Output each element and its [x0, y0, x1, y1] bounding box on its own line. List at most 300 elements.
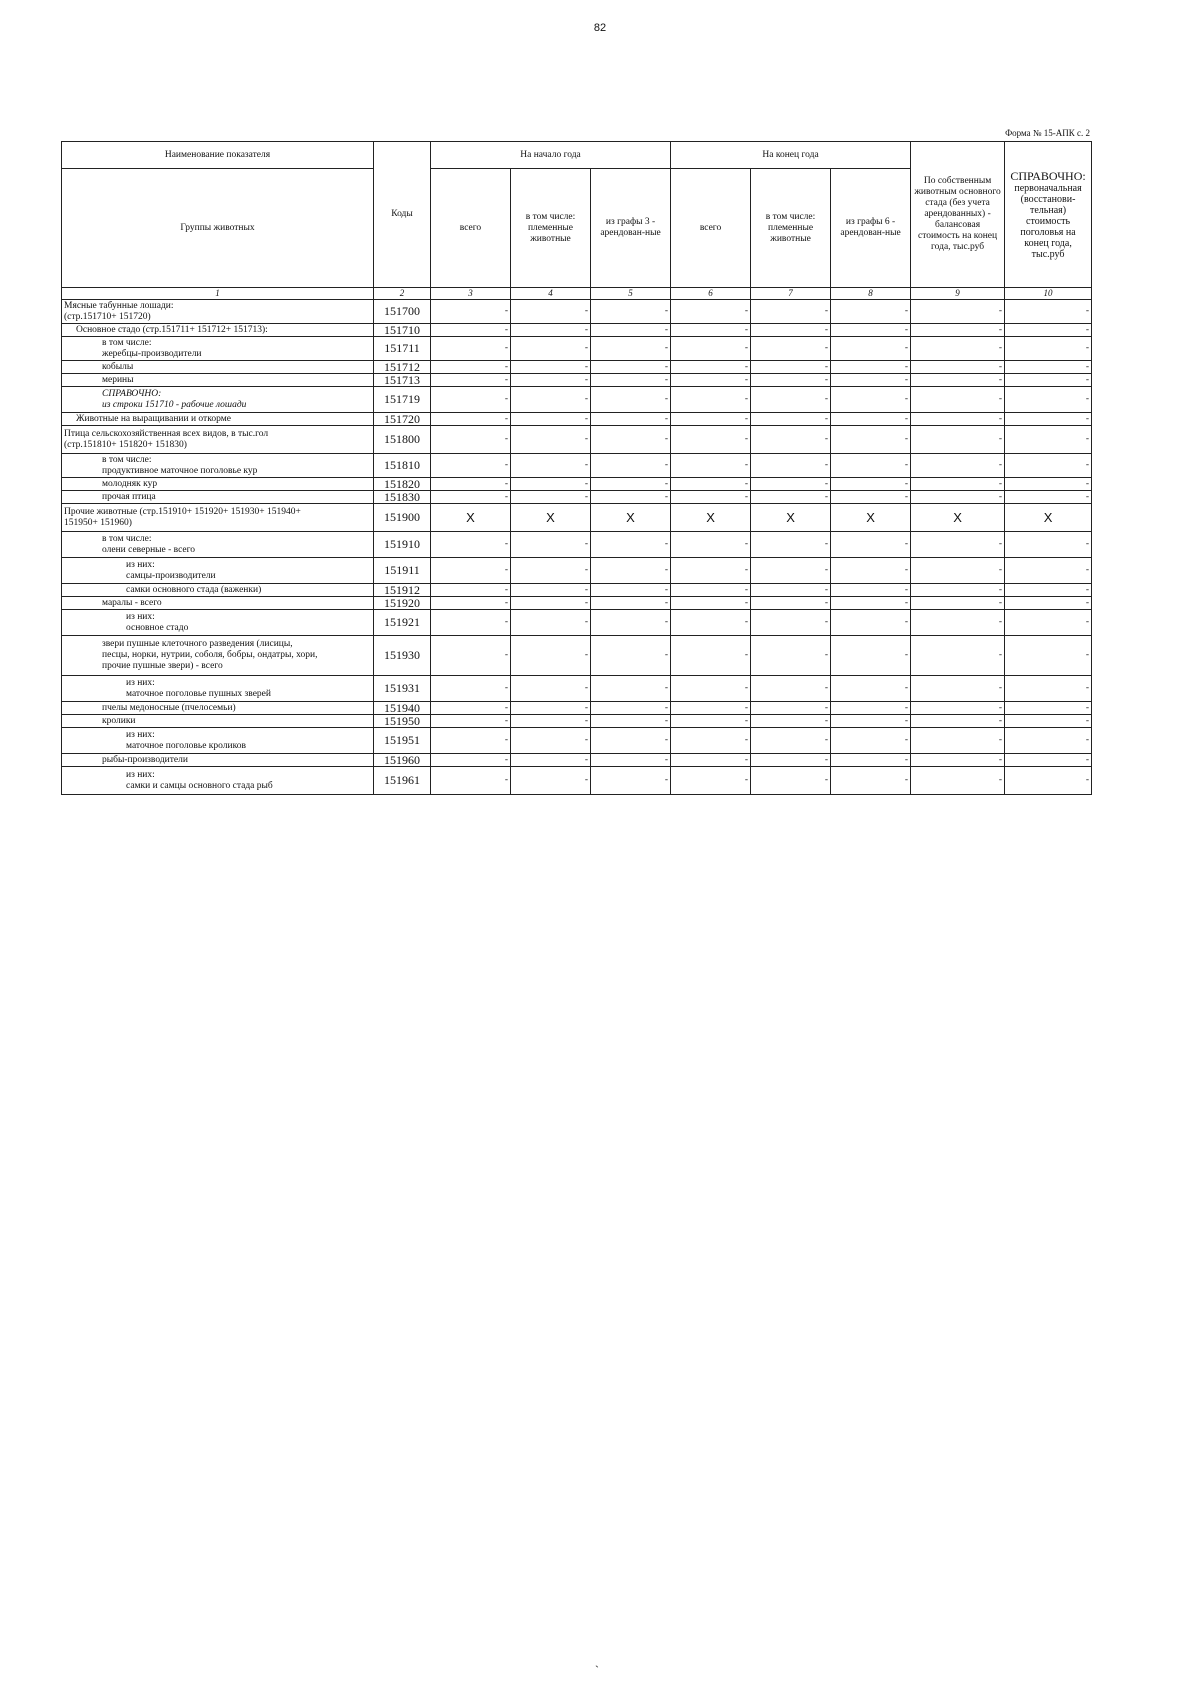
table-row: [62, 597, 1092, 610]
row-name-line: СПРАВОЧНО:: [102, 388, 162, 399]
row-code: 151720: [374, 413, 431, 426]
dash-cell: -: [431, 454, 511, 478]
row-code: 151912: [374, 584, 431, 597]
dash-cell: -: [671, 387, 751, 413]
col-number: 4: [511, 288, 591, 300]
dash-cell: -: [831, 491, 911, 504]
dash-cell: -: [671, 374, 751, 387]
row-name: [62, 426, 374, 454]
dash-cell: -: [591, 324, 671, 337]
dash-cell: -: [831, 300, 911, 324]
table-row: [62, 504, 1092, 532]
row-name: [62, 324, 374, 337]
dash-cell: -: [431, 478, 511, 491]
dash-cell: -: [671, 324, 751, 337]
dash-cell: -: [591, 584, 671, 597]
dash-cell: -: [671, 413, 751, 426]
row-name: [62, 558, 374, 584]
dash-cell: -: [591, 532, 671, 558]
dash-cell: -: [511, 715, 591, 728]
dash-cell: -: [671, 702, 751, 715]
dash-cell: -: [751, 754, 831, 767]
dash-cell: -: [911, 324, 1005, 337]
col-number: 10: [1005, 288, 1092, 300]
dash-cell: -: [671, 491, 751, 504]
dash-cell: -: [671, 584, 751, 597]
dash-cell: -: [831, 413, 911, 426]
col-number: 3: [431, 288, 511, 300]
dash-cell: -: [911, 454, 1005, 478]
form-label: Форма № 15-АПК с. 2: [1005, 128, 1090, 138]
dash-cell: -: [1005, 454, 1092, 478]
dash-cell: -: [511, 558, 591, 584]
dash-cell: -: [831, 387, 911, 413]
dash-cell: -: [911, 413, 1005, 426]
table-row: [62, 558, 1092, 584]
dash-cell: -: [911, 610, 1005, 636]
row-name-line: (стр.151710+ 151720): [64, 311, 151, 322]
dash-cell: -: [1005, 702, 1092, 715]
dash-cell: -: [1005, 636, 1092, 676]
dash-cell: -: [751, 676, 831, 702]
row-name-line: из строки 151710 - рабочие лошади: [102, 399, 247, 410]
dash-cell: -: [431, 300, 511, 324]
header-reference-title: СПРАВОЧНО:: [1010, 169, 1086, 183]
row-code: 151960: [374, 754, 431, 767]
table-row: [62, 715, 1092, 728]
dash-cell: -: [1005, 413, 1092, 426]
dash-cell: -: [911, 337, 1005, 361]
dash-cell: -: [911, 676, 1005, 702]
row-name-line: из них:: [126, 769, 155, 780]
row-name-line: самки и самцы основного стада рыб: [126, 780, 273, 791]
dash-cell: -: [831, 754, 911, 767]
row-name: [62, 504, 374, 532]
table-row: [62, 387, 1092, 413]
row-name: [62, 337, 374, 361]
row-code: 151961: [374, 767, 431, 795]
dash-cell: -: [831, 728, 911, 754]
dash-cell: -: [831, 426, 911, 454]
dash-cell: -: [511, 374, 591, 387]
row-name: [62, 715, 374, 728]
dash-cell: -: [751, 715, 831, 728]
x-mark-cell: X: [591, 504, 671, 532]
header-start-breeding: в том числе: племенные животные: [511, 169, 591, 288]
dash-cell: -: [911, 374, 1005, 387]
dash-cell: -: [511, 754, 591, 767]
header-codes: Коды: [374, 142, 431, 288]
table-row: [62, 324, 1092, 337]
dash-cell: -: [511, 454, 591, 478]
x-mark-cell: X: [671, 504, 751, 532]
col-number: 6: [671, 288, 751, 300]
dash-cell: -: [431, 767, 511, 795]
dash-cell: -: [1005, 754, 1092, 767]
row-code: 151911: [374, 558, 431, 584]
dash-cell: -: [591, 754, 671, 767]
row-name-line: самки основного стада (важенки): [126, 584, 262, 595]
row-name-line: олени северные - всего: [102, 544, 196, 555]
row-code: 151810: [374, 454, 431, 478]
dash-cell: -: [591, 361, 671, 374]
dash-cell: -: [511, 413, 591, 426]
dash-cell: -: [911, 478, 1005, 491]
dash-cell: -: [1005, 337, 1092, 361]
dash-cell: -: [591, 715, 671, 728]
dash-cell: -: [1005, 676, 1092, 702]
row-name: [62, 300, 374, 324]
dash-cell: -: [671, 676, 751, 702]
dash-cell: -: [1005, 728, 1092, 754]
dash-cell: -: [751, 636, 831, 676]
dash-cell: -: [511, 597, 591, 610]
header-end-rented: из графы 6 - арендован-ные: [831, 169, 911, 288]
row-name-line: 151950+ 151960): [64, 517, 132, 528]
row-code: 151820: [374, 478, 431, 491]
dash-cell: -: [591, 478, 671, 491]
dash-cell: -: [591, 413, 671, 426]
dash-cell: -: [671, 300, 751, 324]
row-name: [62, 454, 374, 478]
dash-cell: -: [831, 702, 911, 715]
dash-cell: -: [591, 337, 671, 361]
dash-cell: -: [911, 300, 1005, 324]
col-number: 1: [62, 288, 374, 300]
dash-cell: -: [511, 676, 591, 702]
dash-cell: -: [671, 597, 751, 610]
row-name-line: продуктивное маточное поголовье кур: [102, 465, 258, 476]
row-name-line: кролики: [102, 715, 136, 726]
dash-cell: -: [591, 387, 671, 413]
row-name-line: кобылы: [102, 361, 134, 372]
dash-cell: -: [831, 374, 911, 387]
row-code: 151700: [374, 300, 431, 324]
dash-cell: -: [1005, 387, 1092, 413]
row-name: [62, 597, 374, 610]
row-name-line: из них:: [126, 677, 155, 688]
table-row: [62, 337, 1092, 361]
dash-cell: -: [671, 532, 751, 558]
dash-cell: -: [671, 754, 751, 767]
dash-cell: -: [671, 728, 751, 754]
header-reference: [1005, 142, 1092, 288]
dash-cell: -: [751, 728, 831, 754]
row-name: [62, 728, 374, 754]
dash-cell: -: [591, 597, 671, 610]
dash-cell: -: [831, 558, 911, 584]
dash-cell: -: [591, 728, 671, 754]
dash-cell: -: [1005, 324, 1092, 337]
dash-cell: -: [591, 676, 671, 702]
row-name: [62, 491, 374, 504]
row-code: 151712: [374, 361, 431, 374]
table-row: [62, 426, 1092, 454]
dash-cell: -: [1005, 584, 1092, 597]
row-code: 151800: [374, 426, 431, 454]
row-name-line: из них:: [126, 729, 155, 740]
header-end-year: На конец года: [671, 142, 911, 169]
row-name-line: (стр.151810+ 151820+ 151830): [64, 439, 187, 450]
col-number: 5: [591, 288, 671, 300]
row-name-line: прочие пушные звери) - всего: [102, 661, 223, 671]
dash-cell: -: [671, 337, 751, 361]
dash-cell: -: [431, 728, 511, 754]
dash-cell: -: [671, 767, 751, 795]
row-name-line: в том числе:: [102, 454, 152, 465]
x-mark-cell: X: [1005, 504, 1092, 532]
dash-cell: -: [911, 491, 1005, 504]
dash-cell: -: [591, 558, 671, 584]
dash-cell: -: [751, 478, 831, 491]
row-name: [62, 361, 374, 374]
row-name-line: молодняк кур: [102, 478, 158, 489]
dash-cell: -: [831, 361, 911, 374]
dash-cell: -: [831, 610, 911, 636]
header-end-breeding: в том числе: племенные животные: [751, 169, 831, 288]
dash-cell: -: [911, 558, 1005, 584]
dash-cell: -: [751, 374, 831, 387]
dash-cell: -: [511, 584, 591, 597]
dash-cell: -: [751, 387, 831, 413]
row-name: [62, 478, 374, 491]
dash-cell: -: [751, 337, 831, 361]
dash-cell: -: [751, 413, 831, 426]
dash-cell: -: [911, 754, 1005, 767]
col-number: 7: [751, 288, 831, 300]
dash-cell: -: [511, 767, 591, 795]
dash-cell: -: [431, 702, 511, 715]
row-code: 151940: [374, 702, 431, 715]
dash-cell: -: [831, 532, 911, 558]
row-name-line: жеребцы-производители: [102, 348, 202, 359]
row-name: [62, 610, 374, 636]
dash-cell: -: [671, 715, 751, 728]
row-name-line: из них:: [126, 559, 155, 570]
livestock-table: [61, 141, 1092, 795]
dash-cell: -: [831, 324, 911, 337]
header-own-herd: По собственным животным основного стада (без учета арендованных) - балансовая стоимость на конец года, тыс.руб: [911, 142, 1005, 288]
table-row: [62, 610, 1092, 636]
dash-cell: -: [911, 728, 1005, 754]
dash-cell: -: [911, 426, 1005, 454]
row-name: [62, 767, 374, 795]
row-code: 151719: [374, 387, 431, 413]
row-name: [62, 754, 374, 767]
table-row: [62, 413, 1092, 426]
row-name-line: пчелы медоносные (пчелосемьи): [102, 702, 236, 713]
dash-cell: -: [591, 454, 671, 478]
row-code: 151950: [374, 715, 431, 728]
footer-mark: `: [595, 1663, 599, 1677]
dash-cell: -: [431, 491, 511, 504]
dash-cell: -: [591, 426, 671, 454]
dash-cell: -: [431, 387, 511, 413]
dash-cell: -: [671, 636, 751, 676]
dash-cell: -: [591, 491, 671, 504]
dash-cell: -: [511, 426, 591, 454]
dash-cell: -: [431, 324, 511, 337]
dash-cell: -: [431, 413, 511, 426]
row-name-line: песцы, норки, нутрии, соболя, бобры, ондатры, хори,: [102, 650, 318, 660]
row-code: 151713: [374, 374, 431, 387]
dash-cell: -: [751, 558, 831, 584]
dash-cell: -: [751, 324, 831, 337]
table-row: [62, 454, 1092, 478]
dash-cell: -: [751, 532, 831, 558]
dash-cell: -: [431, 584, 511, 597]
row-name-line: прочая птица: [102, 491, 156, 502]
dash-cell: -: [1005, 558, 1092, 584]
dash-cell: -: [671, 478, 751, 491]
dash-cell: -: [511, 387, 591, 413]
row-name: [62, 374, 374, 387]
table-row: [62, 532, 1092, 558]
dash-cell: -: [1005, 767, 1092, 795]
dash-cell: -: [911, 361, 1005, 374]
dash-cell: -: [431, 610, 511, 636]
table-row: [62, 361, 1092, 374]
dash-cell: -: [511, 610, 591, 636]
dash-cell: -: [751, 610, 831, 636]
row-name-line: маточное поголовье пушных зверей: [126, 688, 271, 699]
dash-cell: -: [831, 597, 911, 610]
dash-cell: -: [911, 387, 1005, 413]
column-numbers-row: [62, 288, 1092, 300]
header-end-total: всего: [671, 169, 751, 288]
row-name: [62, 636, 374, 676]
row-name-line: Прочие животные (стр.151910+ 151920+ 151930+ 151940+: [64, 506, 301, 517]
table-row: [62, 728, 1092, 754]
dash-cell: -: [1005, 610, 1092, 636]
dash-cell: -: [751, 491, 831, 504]
dash-cell: -: [751, 300, 831, 324]
col-number: 2: [374, 288, 431, 300]
dash-cell: -: [671, 426, 751, 454]
row-name-line: маралы - всего: [102, 597, 162, 608]
dash-cell: -: [511, 728, 591, 754]
dash-cell: -: [671, 610, 751, 636]
x-mark-cell: X: [431, 504, 511, 532]
table-row: [62, 767, 1092, 795]
table-row: [62, 584, 1092, 597]
table-row: [62, 491, 1092, 504]
row-code: 151921: [374, 610, 431, 636]
header-groups: Группы животных: [62, 169, 374, 288]
dash-cell: -: [831, 584, 911, 597]
dash-cell: -: [1005, 532, 1092, 558]
row-code: 151931: [374, 676, 431, 702]
table-row: [62, 478, 1092, 491]
header-start-total: всего: [431, 169, 511, 288]
dash-cell: -: [591, 610, 671, 636]
dash-cell: -: [431, 426, 511, 454]
dash-cell: -: [1005, 715, 1092, 728]
table-row: [62, 374, 1092, 387]
row-code: 151900: [374, 504, 431, 532]
dash-cell: -: [671, 454, 751, 478]
table-body: [62, 300, 1092, 795]
dash-cell: -: [1005, 426, 1092, 454]
col-number: 9: [911, 288, 1005, 300]
dash-cell: -: [751, 767, 831, 795]
dash-cell: -: [431, 558, 511, 584]
row-name-line: рыбы-производители: [102, 754, 188, 765]
dash-cell: -: [831, 337, 911, 361]
row-name-line: в том числе:: [102, 533, 152, 544]
dash-cell: -: [831, 676, 911, 702]
page-number: 82: [593, 22, 607, 34]
dash-cell: -: [431, 636, 511, 676]
dash-cell: -: [511, 337, 591, 361]
row-code: 151920: [374, 597, 431, 610]
dash-cell: -: [1005, 374, 1092, 387]
row-name-line: самцы-производители: [126, 570, 216, 581]
row-name-line: Птица сельскохозяйственная всех видов, в тыс.гол: [64, 428, 269, 439]
dash-cell: -: [511, 636, 591, 676]
dash-cell: -: [911, 584, 1005, 597]
row-name: [62, 387, 374, 413]
dash-cell: -: [431, 754, 511, 767]
dash-cell: -: [591, 300, 671, 324]
dash-cell: -: [1005, 300, 1092, 324]
dash-cell: -: [511, 300, 591, 324]
dash-cell: -: [511, 491, 591, 504]
table-row: [62, 676, 1092, 702]
row-name: [62, 676, 374, 702]
row-name-line: маточное поголовье кроликов: [126, 740, 246, 751]
dash-cell: -: [1005, 478, 1092, 491]
row-name: [62, 413, 374, 426]
dash-cell: -: [511, 532, 591, 558]
dash-cell: -: [511, 478, 591, 491]
row-code: 151951: [374, 728, 431, 754]
row-name-line: Основное стадо (стр.151711+ 151712+ 151713):: [76, 324, 268, 335]
dash-cell: -: [1005, 597, 1092, 610]
dash-cell: -: [671, 361, 751, 374]
dash-cell: -: [751, 584, 831, 597]
dash-cell: -: [431, 337, 511, 361]
dash-cell: -: [511, 361, 591, 374]
dash-cell: -: [911, 767, 1005, 795]
dash-cell: -: [511, 324, 591, 337]
header-indicator-name: Наименование показателя: [62, 142, 374, 169]
x-mark-cell: X: [911, 504, 1005, 532]
table-row: [62, 702, 1092, 715]
row-name-line: звери пушные клеточного разведения (лисицы,: [102, 639, 293, 649]
row-name-line: Мясные табунные лошади:: [64, 300, 174, 311]
row-name-line: в том числе:: [102, 337, 152, 348]
row-code: 151711: [374, 337, 431, 361]
dash-cell: -: [591, 374, 671, 387]
dash-cell: -: [911, 532, 1005, 558]
header-start-rented: из графы 3 - арендован-ные: [591, 169, 671, 288]
dash-cell: -: [751, 702, 831, 715]
dash-cell: -: [431, 715, 511, 728]
dash-cell: -: [831, 478, 911, 491]
dash-cell: -: [751, 454, 831, 478]
dash-cell: -: [511, 702, 591, 715]
x-mark-cell: X: [751, 504, 831, 532]
dash-cell: -: [1005, 491, 1092, 504]
col-number: 8: [831, 288, 911, 300]
dash-cell: -: [1005, 361, 1092, 374]
row-code: 151710: [374, 324, 431, 337]
dash-cell: -: [831, 454, 911, 478]
table-row: [62, 754, 1092, 767]
dash-cell: -: [831, 767, 911, 795]
row-name: [62, 584, 374, 597]
